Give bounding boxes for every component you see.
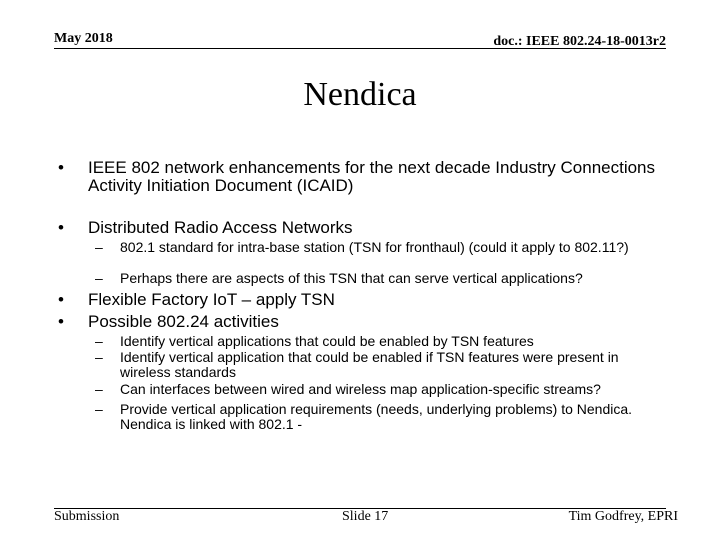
sub-bullet-text: Perhaps there are aspects of this TSN that can serve vertical applications? [120, 270, 583, 286]
bullet-text: IEEE 802 network enhancements for the next decade Industry Connections Activity Initiation Document (ICAID) [88, 158, 656, 195]
bullet-text: Possible 802.24 activities [88, 312, 279, 331]
sub-bullet-marker: – [95, 333, 103, 349]
sub-bullet-text: Provide vertical application requirements (needs, underlying problems) to Nendica. Nendica is linked with 802.1 - [120, 401, 633, 432]
footer-submission: Submission [54, 509, 120, 524]
sub-bullet-text: 802.1 standard for intra-base station (TSN for fronthaul) (could it apply to 802.11?) [120, 239, 629, 255]
header-doc-id: doc.: IEEE 802.24-18-0013r2 [493, 34, 666, 49]
sub-bullet-marker: – [95, 270, 103, 286]
sub-bullet-marker: – [95, 381, 103, 397]
footer-author: Tim Godfrey, EPRI [568, 509, 678, 524]
bullet-text: Distributed Radio Access Networks [88, 218, 353, 237]
sub-bullet-text: Can interfaces between wired and wireless map application-specific streams? [120, 381, 601, 397]
bullet-text: Flexible Factory IoT – apply TSN [88, 290, 335, 309]
sub-bullet-text: Identify vertical application that could be enabled if TSN features were present in wireless standards [120, 349, 619, 380]
footer-slide-number: Slide 17 [342, 509, 389, 524]
bullet-marker: • [58, 218, 64, 237]
header-divider [54, 48, 666, 49]
sub-bullet-marker: – [95, 349, 103, 365]
bullet-marker: • [58, 290, 64, 309]
sub-bullet-marker: – [95, 401, 103, 417]
sub-bullet-marker: – [95, 239, 103, 255]
bullet-marker: • [58, 158, 64, 177]
bullet-marker: • [58, 312, 64, 331]
slide-title: Nendica [303, 76, 417, 113]
sub-bullet-text: Identify vertical applications that could be enabled by TSN features [120, 333, 534, 349]
header-date: May 2018 [54, 31, 113, 46]
